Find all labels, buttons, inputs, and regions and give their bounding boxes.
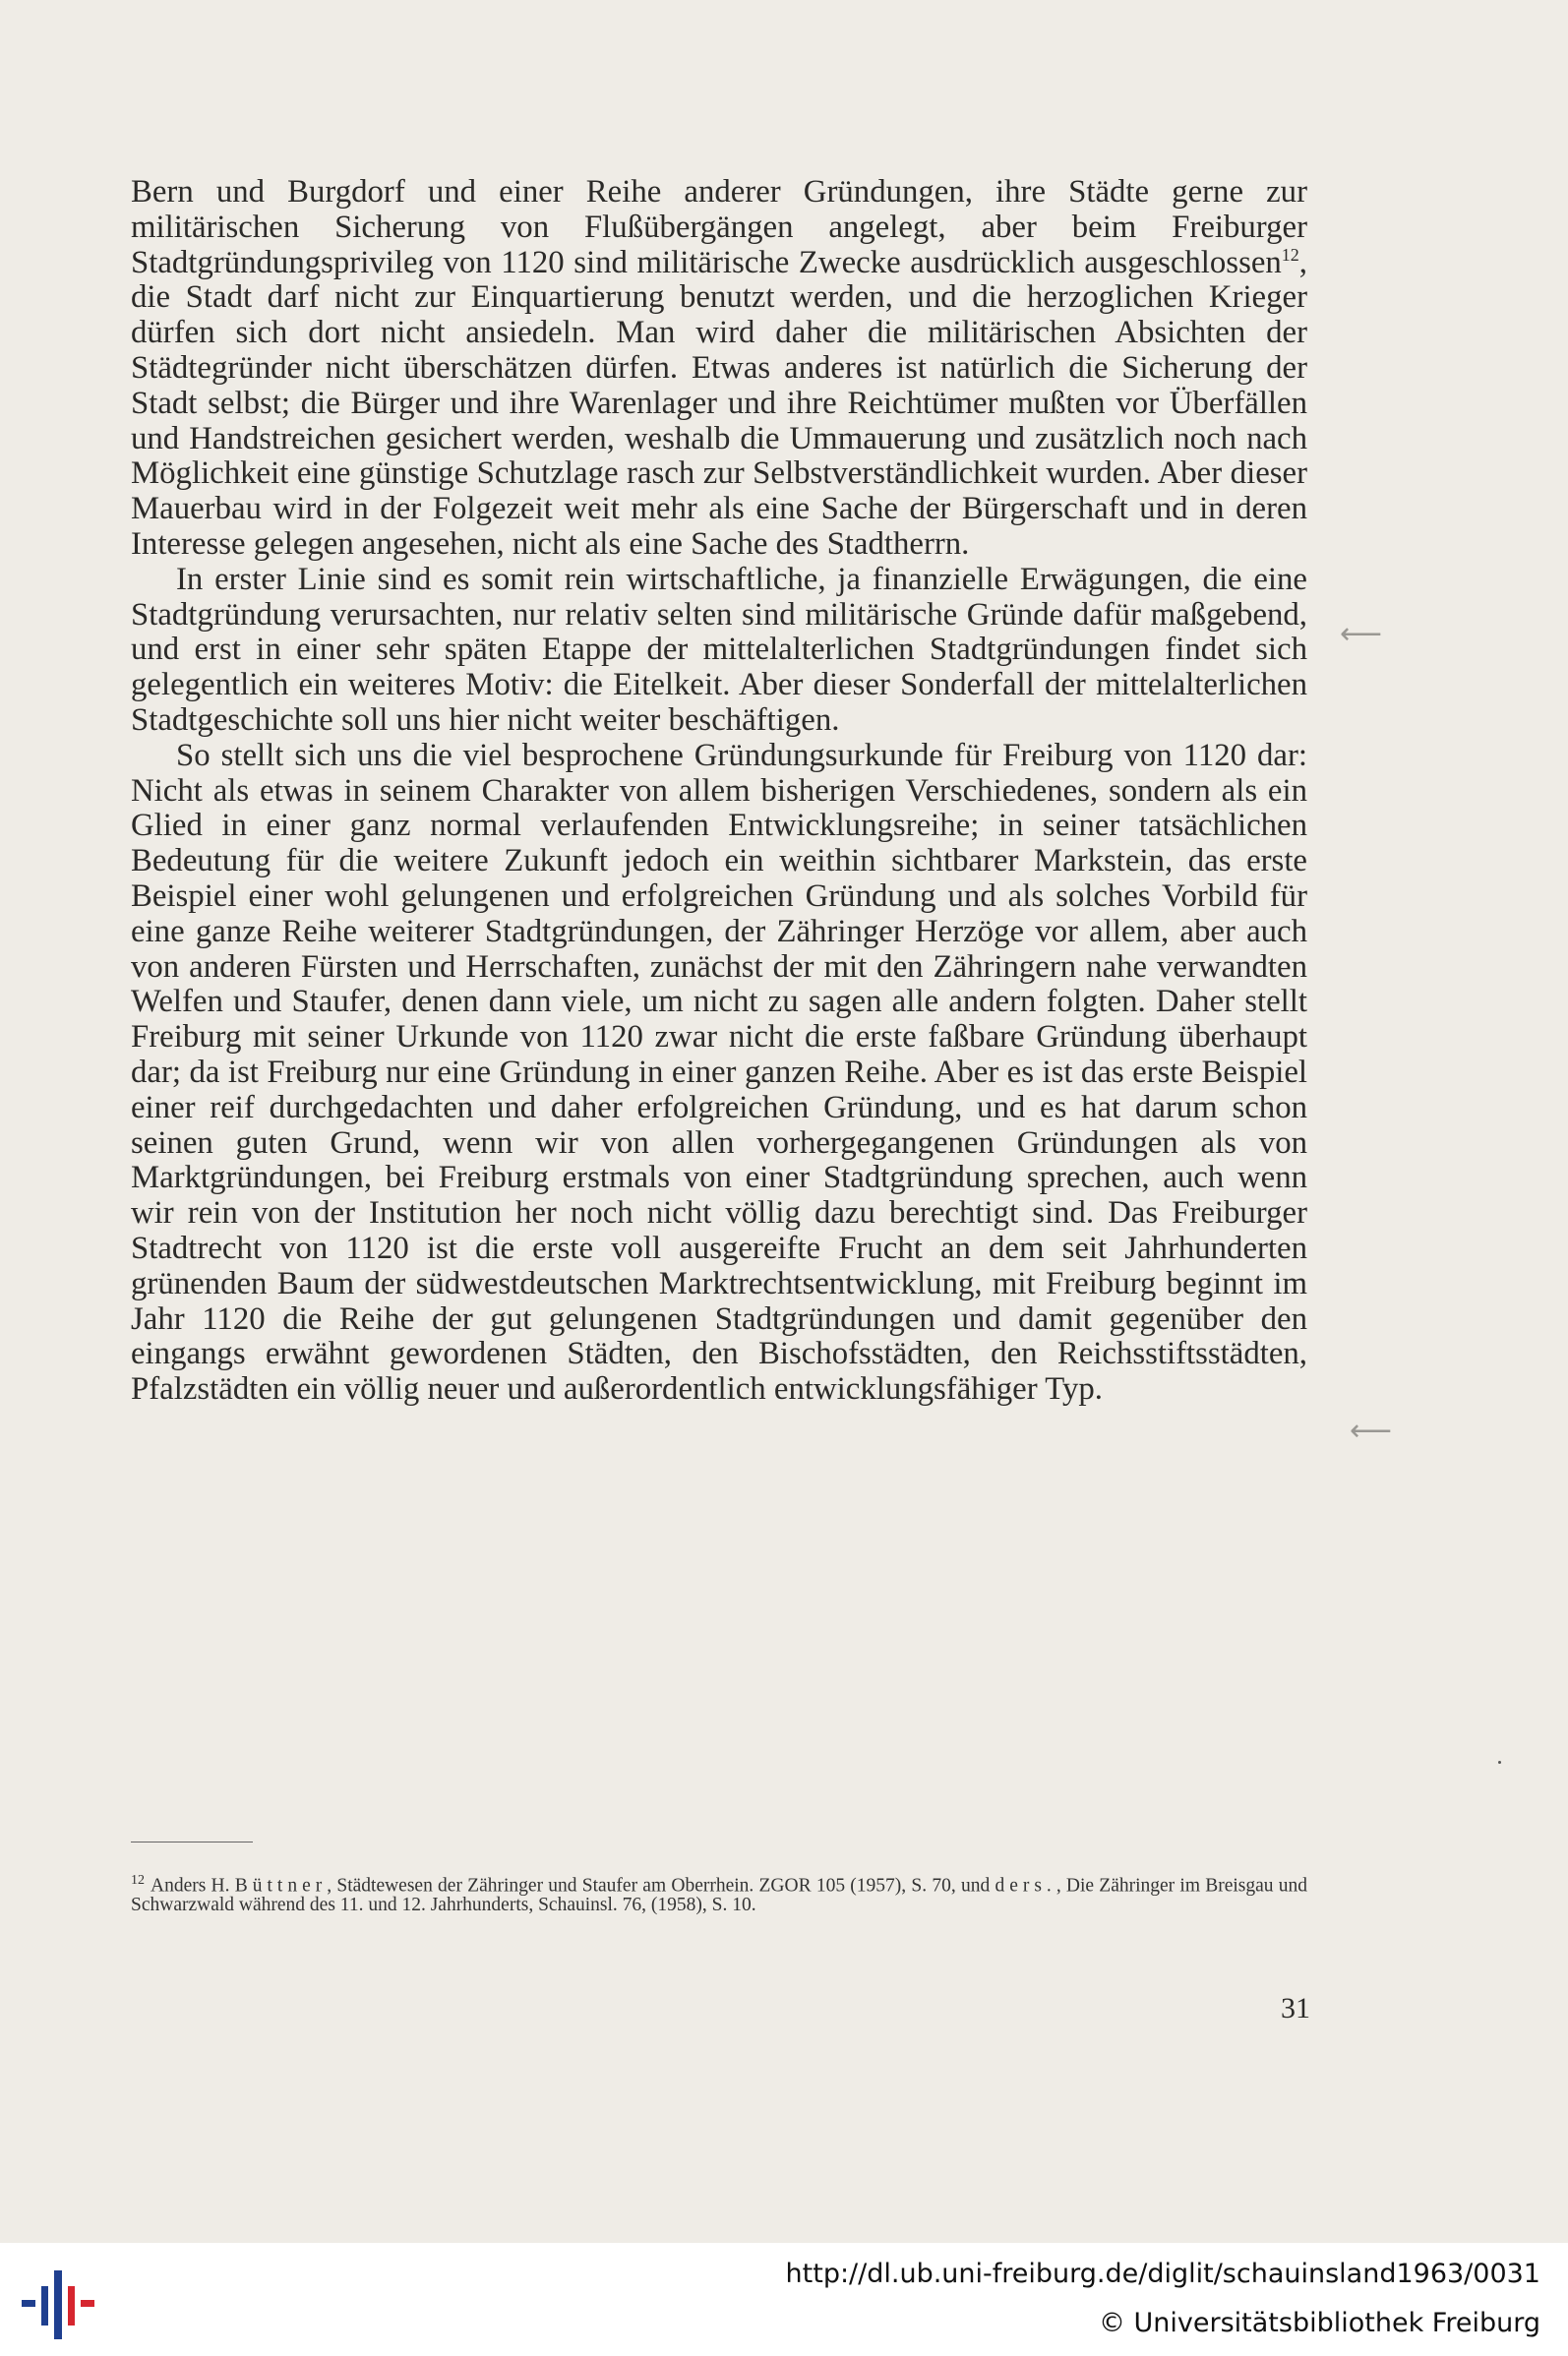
paragraph-1: Bern und Burgdorf und einer Reihe anderer Gründungen, ihre Städte gerne zur militärischen Sicherung von Flußübergängen angelegt, aber beim Freiburger Stadtgründungsprivileg von 1120 sind militärische Zwecke ausdrücklich ausgeschlossen$^{12}$, die Stadt darf nicht zur Einquartierung benutzt werden, und die herzoglichen Krieger dürfen sich dort nicht ansiedeln. Man wird daher die militärischen Absichten der Städtegründer nicht überschätzen dürfen. Etwas anderes ist natürlich die Sicherung der Stadt selbst; die Bürger und ihre Warenlager und ihre Reichtümer mußten vor Überfällen und Handstreichen gesichert werden, weshalb die Ummauerung und zusätzlich noch nach Möglichkeit eine günstige Schutzlage rasch zur Selbstverständlichkeit wurden. Aber dieser Mauerbau wird in der Folgezeit weit mehr als eine Sache der Bürgerschaft und in deren Interesse gelegen angesehen, nicht als eine Sache des Stadtherrn. [131,174,1307,562]
body-text [131,175,1307,1408]
permalink-url[interactable]: http://dl.ub.uni-freiburg.de/diglit/schauinsland1963/0031 [785,2259,1540,2289]
page-number: 31 [1281,1992,1310,2024]
footnote-author: Büttner [234,1875,328,1897]
paragraph-3: So stellt sich uns die viel besprochene Gründungsurkunde für Freiburg von 1120 dar: Nicht als etwas in seinem Charakter von allem bisherigen Verschiedenes, sondern als ein Glied in einer ganz normal verlaufenden Entwicklungsreihe; in seiner tatsächlichen Bedeutung für die weitere Zukunft jedoch ein weithin sichtbarer Markstein, das erste Beispiel einer wohl gelungenen und erfolgreichen Gründung und als solches Vorbild für eine ganze Reihe weiterer Stadtgründungen, der Zähringer Herzöge vor allem, aber auch von anderen Fürsten und Herrschaften, zunächst der mit den Zähringern nahe verwandten Welfen und Staufer, denen dann viele, um nicht zu sagen alle andern folgten. Daher stellt Freiburg mit seiner Urkunde von 1120 zwar nicht die erste faßbare Gründung überhaupt dar; da ist Freiburg nur eine Gründung in einer ganzen Reihe. Aber es ist das erste Beispiel einer reif durchgedachten und daher erfolgreichen Gründung, und es hat darum schon seinen guten Grund, wenn wir von allen vorhergegangenen Gründungen als von Marktgründungen, bei Freiburg erstmals von einer Stadtgründung sprechen, auch wenn wir rein von der Institution her noch nicht völlig dazu berechtigt sind. Das Freiburger Stadtrecht von 1120 ist die erste voll ausgereifte Frucht an dem seit Jahrhunderten grünenden Baum der südwestdeutschen Marktrechtsentwicklung, mit Freiburg beginnt im Jahr 1120 die Reihe der gut gelungenen Stadtgründungen und damit gegenüber den eingangs erwähnt gewordenen Städten, den Bischofsstädten, den Reichsstiftsstädten, Pfalzstädten ein völlig neuer und außerordentlich entwicklungsfähiger Typ. [131,737,1307,1408]
footnote-rule [131,1842,253,1843]
speck [1498,1761,1501,1764]
paragraph-2: In erster Linie sind es somit rein wirtschaftliche, ja finanzielle Erwägungen, die eine Stadtgründung verursachten, nur relativ selten sind militärische Gründe dafür maßgebend, und erst in einer sehr späten Etappe der mittelalterlichen Stadtgründungen findet sich gelegentlich ein weiteres Motiv: die Eitelkeit. Aber dieser Sonderfall der mittelalterlichen Stadtgeschichte soll uns hier nicht weiter beschäftigen. [131,561,1307,738]
ub-freiburg-logo-icon[interactable] [18,2257,106,2345]
footnote-number: 12 [131,1873,145,1888]
footnote-12: $^{12}$ Anders H. Büttner, Städtewesen der Zähringer und Staufer am Oberrhein. ZGOR 105 (1957), S. 70, und ders., Die Zähringer im Breisgau und Schwarzwald während des 11. und 12. Jahrhunderts, Schauinsl. 76, (1958), S. 10. [131,1873,1308,1915]
footnote-ref-12[interactable]: 12 [1281,244,1299,265]
footnote-author-ders: ders. [995,1875,1056,1897]
pencil-arrow-mark: ⟵ [1340,617,1383,651]
pencil-arrow-mark: ⟵ [1350,1414,1393,1448]
copyright-notice: © Universitätsbibliothek Freiburg [1098,2308,1540,2338]
viewer-footer [0,2243,1568,2356]
